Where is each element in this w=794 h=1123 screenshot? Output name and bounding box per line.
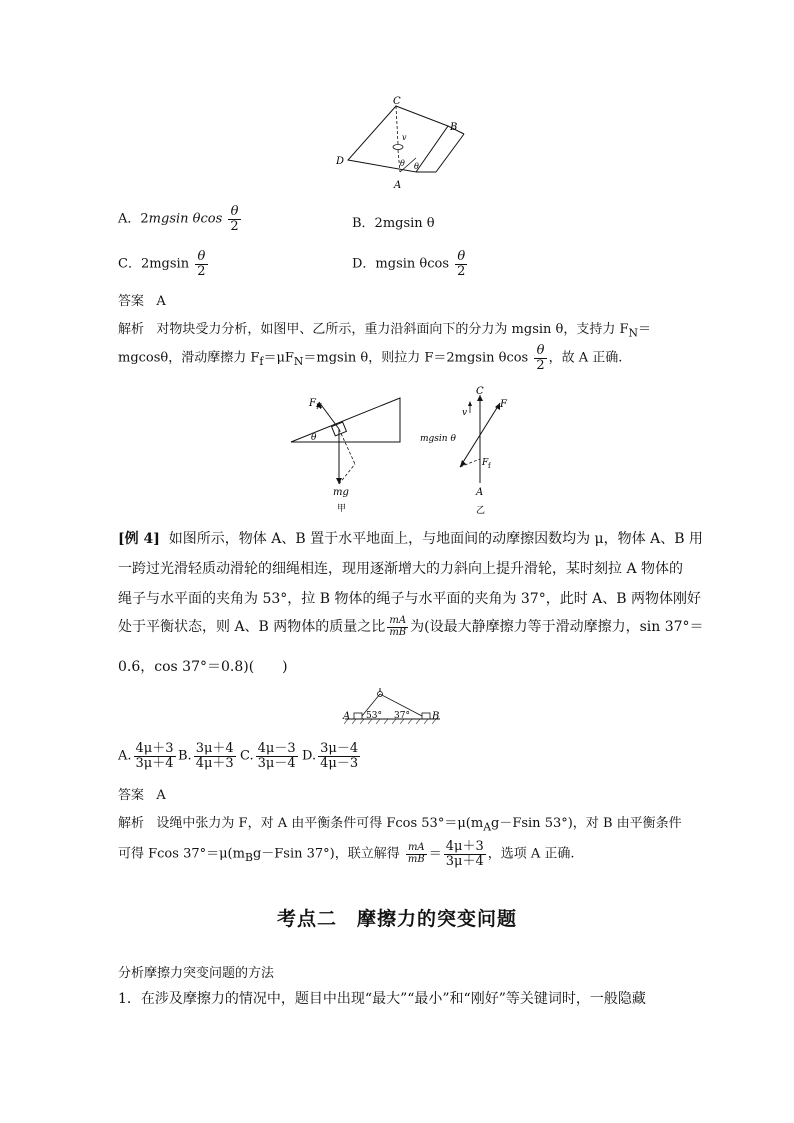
example4-line3: 绳子与水平面的夹角为 53°，拉 B 物体的绳子与水平面的夹角为 37°，此时 A、B 两物体刚好 [118, 591, 702, 607]
pulley-figure [340, 686, 450, 728]
label-fn-sub: N [316, 403, 323, 411]
label-c-yi: C [476, 386, 484, 397]
label-37: 37° [394, 711, 410, 721]
example4-line4: 处于平衡状态，则 A、B 两物体的质量之比 $\frac{mA}{mB}$ 为(设最大静摩擦力等于滑动摩擦力，sin 37°＝ [118, 615, 704, 638]
option-a: A．2mgsin θcos $\frac{\theta}{2}$ [118, 204, 239, 234]
label-a-yi: A [476, 487, 484, 498]
label-d: D [336, 156, 345, 167]
analysis-q3-line2: mgcosθ，滑动摩擦力 $F_f=\mu F_N=mgsin$ θ，则拉力 F＝2mgsin θcos $\frac{\theta}{2}$ ，故 A 正确. [118, 343, 623, 373]
answer-q4: 答案 A [118, 788, 166, 803]
label-b: B [450, 122, 458, 133]
option-c: C．2mgsin $\frac{\theta}{2}$ [118, 249, 206, 279]
label-f-yi: F [500, 399, 507, 410]
example4-line1: [例 4] 如图所示，物体 A、B 置于水平地面上，与地面间的动摩擦因数均为 μ，物体 A、B 用 [118, 531, 703, 547]
label-b-pulley: B [432, 711, 440, 722]
label-fn: F [309, 398, 316, 409]
option-b: B．2mgsin θ [352, 216, 435, 231]
label-theta-2: θ [414, 162, 419, 171]
label-53: 53° [366, 711, 382, 721]
q4-option-b: B. $\frac{3\mu+4}{4\mu+3}$ [178, 741, 234, 771]
section-title: 考点二 摩擦力的突变问题 [276, 908, 517, 930]
section-item-1: 1．在涉及摩擦力的情况中，题目中出现“最大”“最小”和“刚好”等关键词时，一般隐藏 [118, 991, 646, 1007]
label-v: v [402, 133, 407, 142]
label-mg: mg [333, 487, 349, 498]
example4-line5: 0.6，cos 37°＝0.8)( ) [118, 659, 288, 675]
label-mgsin: mgsin θ [420, 434, 456, 444]
force-diagram-jia [285, 392, 410, 512]
label-theta-1: θ [400, 159, 405, 168]
example4-line2: 一跨过光滑轻质动滑轮的细绳相连，现用逐渐增大的力斜向上提升滑轮，某时刻拉 A 物体的 [118, 561, 684, 577]
label-v-yi: v [462, 408, 468, 418]
analysis-q3-line1: 解析 对物块受力分析，如图甲、乙所示，重力沿斜面向下的分力为 mgsin θ，支持力 $F_N=$ [118, 322, 652, 340]
q4-option-a: A. $\frac{4\mu+3}{3\mu+4}$ [118, 741, 174, 771]
label-c: C [393, 96, 401, 107]
section-subtitle: 分析摩擦力突变问题的方法 [118, 966, 275, 981]
label-theta-jia: θ [311, 433, 317, 443]
option-d: D．mgsin θcos $\frac{\theta}{2}$ [352, 249, 466, 279]
label-a: A [394, 180, 402, 191]
label-ff-sub: f [488, 462, 491, 470]
answer-q3: 答案 A [118, 294, 166, 309]
caption-yi: 乙 [476, 506, 486, 515]
force-diagram-yi [418, 385, 518, 515]
analysis-q4-line2: 可得 Fcos $37^\circ=\mu(m_Bg-Fsin$ 37°)，联立解得 $\frac{mA}{mB}$ ＝ $\frac{4\mu+3}{3\mu+4}$ ，选项 A 正确. [118, 839, 575, 869]
caption-jia: 甲 [337, 504, 347, 512]
inclined-plane-figure [330, 92, 470, 192]
analysis-q4-line1: 解析 设绳中张力为 F，对 A 由平衡条件可得 Fcos $53^\circ=\mu(m_Ag-Fsin$ 53°)，对 B 由平衡条件 [118, 816, 682, 834]
label-ff: F [482, 458, 489, 468]
label-a-pulley: A [343, 711, 351, 722]
q4-option-c: C. $\frac{4\mu-3}{3\mu-4}$ [240, 741, 296, 771]
q4-option-d: D. $\frac{3\mu-4}{4\mu-3}$ [302, 741, 359, 771]
